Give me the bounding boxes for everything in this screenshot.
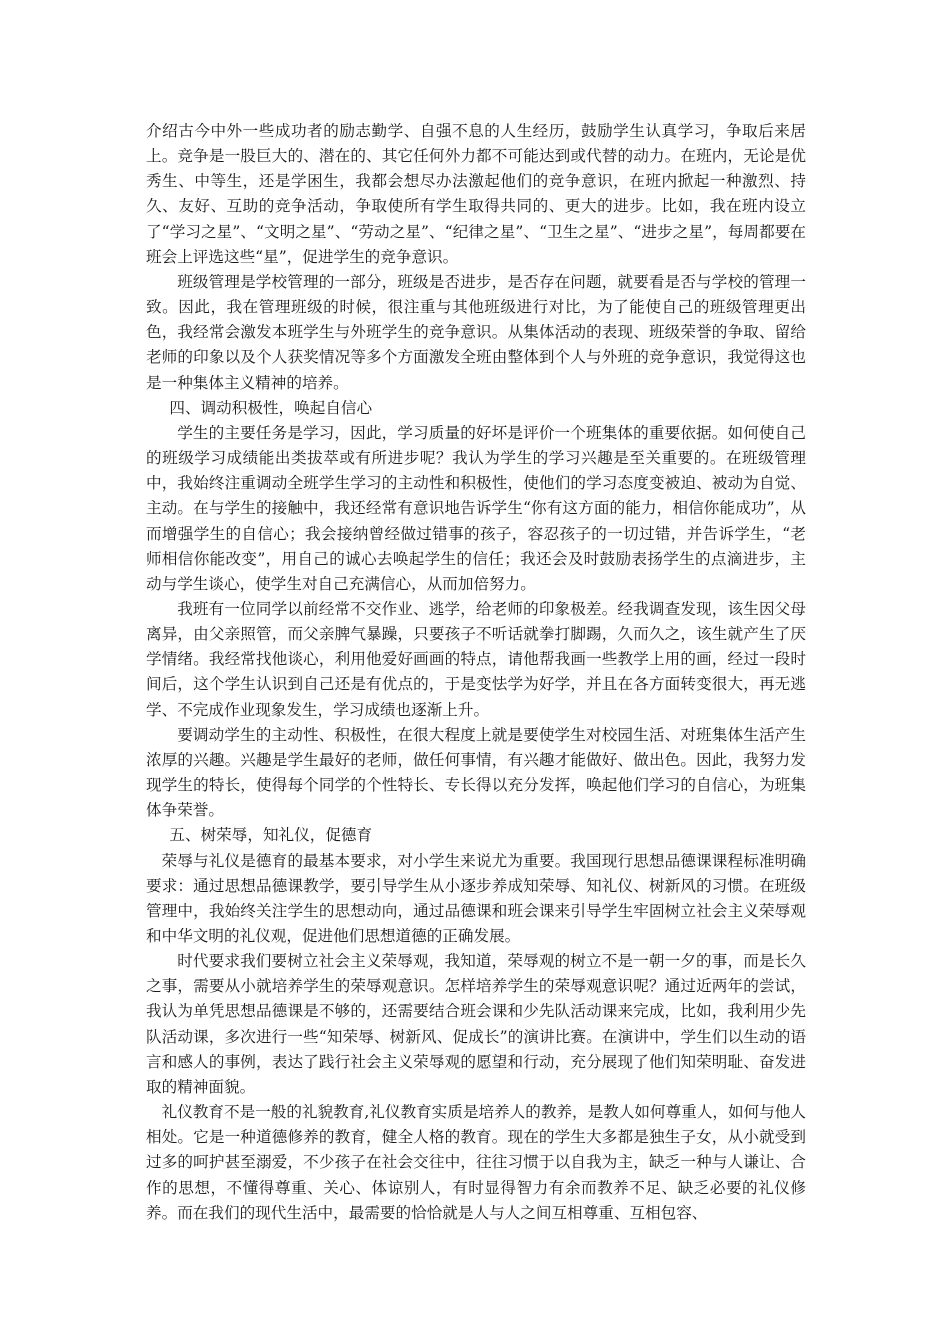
paragraph: 班级管理是学校管理的一部分，班级是否进步，是否存在问题，就要看是否与学校的管理一致。因此，我在管理班级的时候，很注重与其他班级进行对比，为了能使自己的班级管理更出色，我经常会激发本班学生与外班学生的竞争意识。从集体活动的表现、班级荣誉的争取、留给老师的印象以及个人获奖情况等多个方面激发全班由整体到个人与外班的竞争意识，我觉得这也是一种集体主义精神的培养。 xyxy=(146,272,806,392)
paragraph: 时代要求我们要树立社会主义荣辱观，我知道，荣辱观的树立不是一朝一夕的事，而是长久之事，需要从小就培养学生的荣辱观意识。怎样培养学生的荣辱观意识呢？通过近两年的尝试，我认为单凭思想品德课是不够的，还需要结合班会课和少先队活动课来完成，比如，我利用少先队活动课，多次进行一些“知荣辱、树新风、促成长”的演讲比赛。在演讲中，学生们以生动的语言和感人的事例，表达了践行社会主义荣辱观的愿望和行动，充分展现了他们知荣明耻、奋发进取的精神面貌。 xyxy=(146,952,806,1096)
paragraph: 学生的主要任务是学习，因此，学习质量的好坏是评价一个班集体的重要依据。如何使自己的班级学习成绩能出类拔萃或有所进步呢？我认为学生的学习兴趣是至关重要的。在班级管理中，我始终注重调动全班学生学习的主动性和积极性，使他们的学习态度变被迫、被动为自觉、主动。在与学生的接触中，我还经常有意识地告诉学生“你有这方面的能力，相信你能成功”，从而增强学生的自信心；我会接纳曾经做过错事的孩子，容忍孩子的一切过错，并告诉学生，“老师相信你能改变”，用自己的诚心去唤起学生的信任；我还会及时鼓励表扬学生的点滴进步，主动与学生谈心，使学生对自己充满信心，从而加倍努力。 xyxy=(146,423,806,593)
section-heading-4: 四、调动积极性，唤起自信心 xyxy=(169,398,373,417)
paragraph: 荣辱与礼仪是德育的最基本要求，对小学生来说尤为重要。我国现行思想品德课课程标准明确要求：通过思想品德课教学，要引导学生从小逐步养成知荣辱、知礼仪、树新风的习惯。在班级管理中，我始终关注学生的思想动向，通过品德课和班会课来引导学生牢固树立社会主义荣辱观和中华文明的礼仪观，促进他们思想道德的正确发展。 xyxy=(146,851,806,945)
paragraph: 要调动学生的主动性、积极性，在很大程度上就是要使学生对校园生活、对班集体生活产生浓厚的兴趣。兴趣是学生最好的老师，做任何事情，有兴趣才能做好、做出色。因此，我努力发现学生的特长，使得每个同学的个性特长、专长得以充分发挥，唤起他们学习的自信心，为班集体争荣誉。 xyxy=(146,725,806,820)
paragraph: 我班有一位同学以前经常不交作业、逃学，给老师的印象极差。经我调查发现，该生因父母离异，由父亲照管，而父亲脾气暴躁，只要孩子不听话就拳打脚踢，久而久之，该生就产生了厌学情绪。我经常找他谈心，利用他爱好画画的特点，请他帮我画一些教学上用的画，经过一段时间后，这个学生认识到自己还是有优点的，于是变怯学为好学，并且在各方面转变很大，再无逃学、不完成作业现象发生，学习成绩也逐渐上升。 xyxy=(146,599,806,719)
document-body xyxy=(146,119,806,1226)
paragraph: 礼仪教育不是一般的礼貌教育,礼仪教育实质是培养人的教养，是教人如何尊重人，如何与他人相处。它是一种道德修养的教育，健全人格的教育。现在的学生大多都是独生子女，从小就受到过多的呵护甚至溺爱，不少孩子在社会交往中，往往习惯于以自我为主，缺乏一种与人谦让、合作的思想，不懂得尊重、关心、体谅别人，有时显得智力有余而教养不足、缺乏必要的礼仪修养。而在我们的现代生活中，最需要的恰恰就是人与人之间互相尊重、互相包容、 xyxy=(146,1103,806,1222)
paragraph: 介绍古今中外一些成功者的励志勤学、自强不息的人生经历，鼓励学生认真学习，争取后来居上。竞争是一股巨大的、潜在的、其它任何外力都不可能达到或代替的动力。在班内，无论是优秀生、中等生，还是学困生，我都会想尽办法激起他们的竞争意识，在班内掀起一种激烈、持久、友好、互助的竞争活动，争取使所有学生取得共同的、更大的进步。比如，我在班内设立了“学习之星”、“文明之星”、“劳动之星”、“纪律之星”、“卫生之星”、“进步之星”，每周都要在班会上评选这些“星”，促进学生的竞争意识。 xyxy=(146,122,806,266)
section-heading-5: 五、树荣辱，知礼仪，促德育 xyxy=(169,826,373,845)
